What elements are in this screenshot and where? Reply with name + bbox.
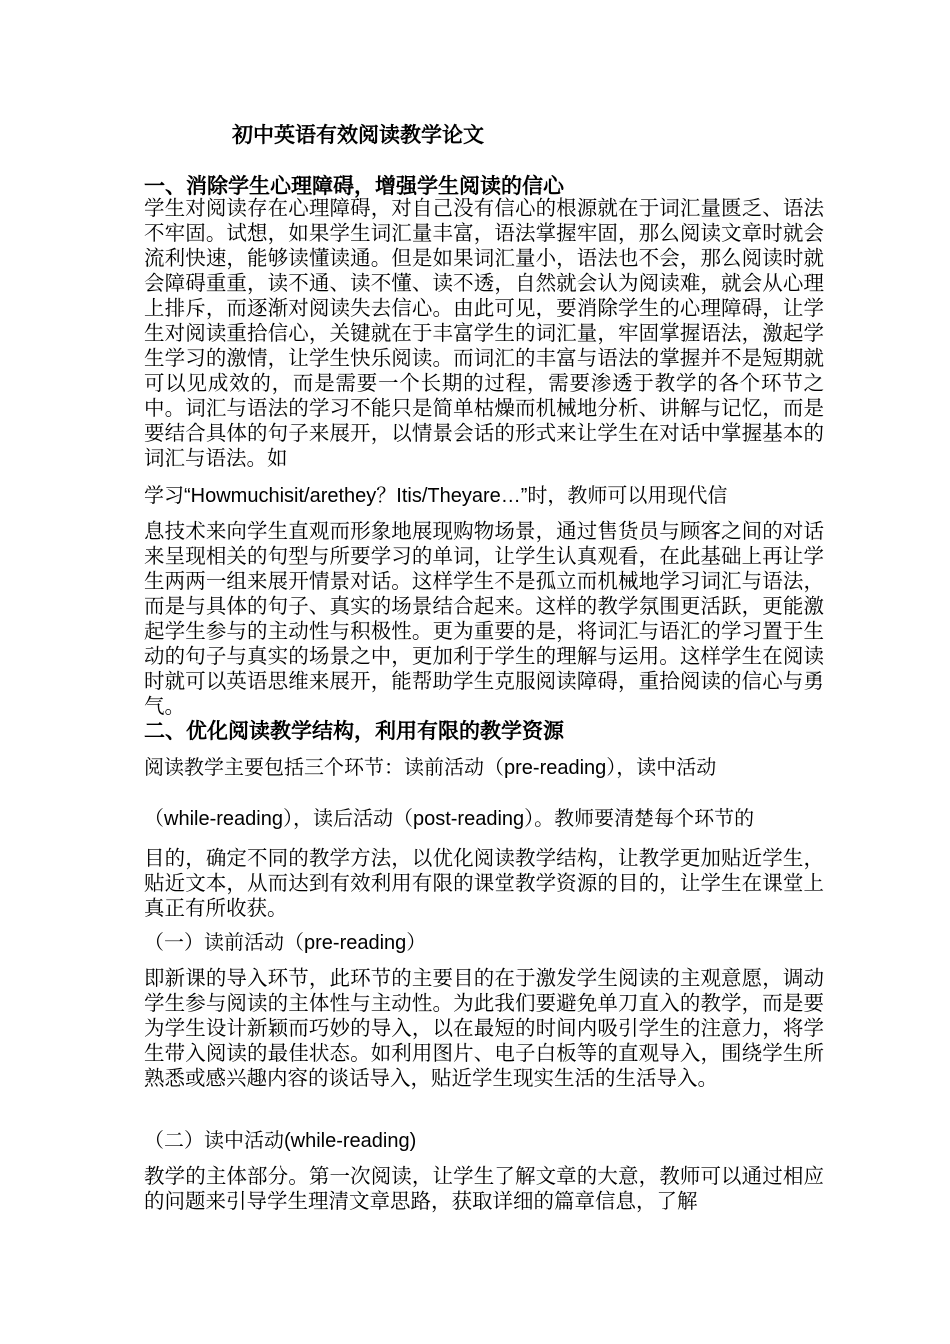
section-1-paragraph-1: 学生对阅读存在心理障碍，对自己没有信心的根源就在于词汇量匮乏、语法不牢固。试想，如果学生词汇量丰富，语法掌握牢固，那么阅读文章时就会流利快速，能够读懂读通。但是如果词汇量小，语法也不会，那么阅读时就会障碍重重，读不通、读不懂、读不透，自然就会认为阅读难，就会从心理上排斥，而逐渐对阅读失去信心。由此可见，要消除学生的心理障碍，让学生对阅读重拾信心，关键就在于丰富学生的词汇量，牢固掌握语法，激起学生学习的激情，让学生快乐阅读。而词汇的丰富与语法的掌握并不是短期就可以见成效的，而是需要一个长期的过程，需要渗透于教学的各个环节之中。词汇与语法的学习不能只是简单枯燥而机械地分析、讲解与记忆，而是要结合具体的句子来展开，以情景会话的形式来让学生在对话中掌握基本的词汇与语法。如 xyxy=(144,196,824,470)
section-2-heading: 二、优化阅读教学结构，利用有限的教学资源 xyxy=(144,718,564,743)
subsection-pre-reading-paragraph: 即新课的导入环节，此环节的主要目的在于激发学生阅读的主观意愿，调动学生参与阅读的主体性与主动性。为此我们要避免单刀直入的教学，而是要为学生设计新颖而巧妙的导入，以在最短的时间内吸引学生的注意力，将学生带入阅读的最佳状态。如利用图片、电子白板等的直观导入，围绕学生所熟悉或感兴趣内容的谈话导入，贴近学生现实生活的生活导入。 xyxy=(144,966,824,1090)
document-title: 初中英语有效阅读教学论文 xyxy=(232,122,484,147)
subsection-pre-reading-heading: （一）读前活动（pre-reading） xyxy=(144,932,427,954)
section-2-intro-line-1: 阅读教学主要包括三个环节：读前活动（pre-reading），读中活动 xyxy=(144,757,717,779)
subsection-while-reading-heading: （二）读中活动(while-reading) xyxy=(144,1130,417,1152)
section-1-paragraph-2: 息技术来向学生直观而形象地展现购物场景，通过售货员与顾客之间的对话来呈现相关的句型与所要学习的单词，让学生认真观看，在此基础上再让学生两两一组来展开情景对话。这样学生不是孤立而机械地学习词汇与语法，而是与具体的句子、真实的场景结合起来。这样的教学氛围更活跃，更能激起学生参与的主动性与积极性。更为重要的是，将词汇与语汇的学习置于生动的句子与真实的场景之中，更加利于学生的理解与运用。这样学生在阅读时就可以英语思维来展开，能帮助学生克服阅读障碍，重拾阅读的信心与勇气。 xyxy=(144,519,824,718)
section-1-heading: 一、消除学生心理障碍，增强学生阅读的信心 xyxy=(144,173,564,198)
section-2-intro-line-2: （while-reading），读后活动（post-reading）。教师要清楚每个环节的 xyxy=(144,808,755,830)
section-2-intro-paragraph: 目的，确定不同的教学方法，以优化阅读教学结构，让教学更加贴近学生，贴近文本，从而达到有效利用有限的课堂教学资源的目的，让学生在课堂上真正有所收获。 xyxy=(144,846,824,920)
section-1-example-line: 学习“Howmuchisit/arethey？Itis/Theyare…”时，教师可以用现代信 xyxy=(144,485,728,507)
subsection-while-reading-paragraph: 教学的主体部分。第一次阅读，让学生了解文章的大意，教师可以通过相应的问题来引导学生理清文章思路，获取详细的篇章信息，了解 xyxy=(144,1164,824,1213)
